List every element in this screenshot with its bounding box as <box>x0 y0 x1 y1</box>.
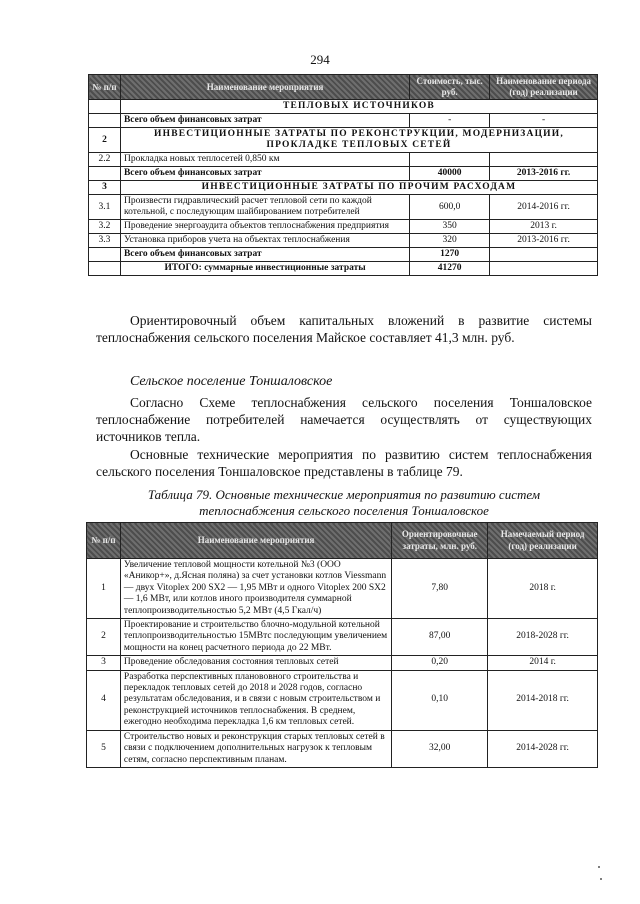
table1-header-cost: Стоимость, тыс. руб. <box>410 75 490 100</box>
table2-header-name: Наименование мероприятия <box>120 523 391 559</box>
row-num: 2 <box>87 619 121 656</box>
table-row <box>89 128 598 153</box>
total-cost: 1270 <box>410 248 490 262</box>
row-period: 2014 г. <box>488 656 598 670</box>
row-name: Установка приборов учета на объектах теплоснабжения <box>120 234 409 248</box>
total-label: Всего объем финансовых затрат <box>120 114 409 128</box>
row-name: Разработка перспективных планововного строительства и перекладок тепловых сетей до 2018 и 2028 годов, согласно результатам обследования, и в связи с новым строительством и реконструкцией источников теплоснабжения. В среднем, ежегодно необходима перекладка 1,6 км тепловых сетей. <box>120 670 391 730</box>
table-row <box>89 181 598 195</box>
section-title: ИНВЕСТИЦИОННЫЕ ЗАТРАТЫ ПО ПРОЧИМ РАСХОДАМ <box>120 181 597 195</box>
table1-header-period: Наименование периода (год) реализации <box>490 75 598 100</box>
total-period: 2013-2016 гг. <box>490 167 598 181</box>
section-num: 3 <box>89 181 121 195</box>
row-period <box>490 153 598 167</box>
row-period: 2014-2018 гг. <box>488 670 598 730</box>
table2-header-period: Намечаемый период (год) реализации <box>488 523 598 559</box>
table-row <box>89 153 598 167</box>
table-row <box>89 262 598 276</box>
row-cost: 320 <box>410 234 490 248</box>
row-num: 3.1 <box>89 195 121 220</box>
grand-total-label: ИТОГО: суммарные инвестиционные затраты <box>120 262 409 276</box>
section-num: 2 <box>89 128 121 153</box>
row-num: 5 <box>87 730 121 767</box>
row-cost: 0,10 <box>392 670 488 730</box>
row-name: Проектирование и строительство блочно-модульной котельной теплопроизводительностью 15МВтс последующим увеличением мощности на конец расчетного периода до 22 МВт. <box>120 619 391 656</box>
total-period: - <box>490 114 598 128</box>
page-number: 294 <box>310 52 330 67</box>
table-row <box>87 619 598 656</box>
total-cost: - <box>410 114 490 128</box>
paragraph-measures: Основные технические мероприятия по развитию систем теплоснабжения сельского поселения Тоншаловское представлены в таблице 79. <box>96 447 592 479</box>
row-cost: 350 <box>410 220 490 234</box>
measures-table <box>86 522 598 768</box>
paragraph-scheme: Согласно Схеме теплоснабжения сельского поселения Тоншаловское теплоснабжение потребителей намечается осуществлять от существующих источников тепла. <box>96 395 592 444</box>
row-num: 3.3 <box>89 234 121 248</box>
row-period: 2014-2028 гг. <box>488 730 598 767</box>
table-row <box>89 220 598 234</box>
row-cost: 7,80 <box>392 559 488 619</box>
row-cost: 600,0 <box>410 195 490 220</box>
row-period: 2014-2016 гг. <box>490 195 598 220</box>
total-label: Всего объем финансовых затрат <box>120 167 409 181</box>
row-cost: 0,20 <box>392 656 488 670</box>
table-row <box>87 730 598 767</box>
table-row <box>87 656 598 670</box>
row-num: 1 <box>87 559 121 619</box>
table2-header-num: № п/п <box>87 523 121 559</box>
table-row <box>89 234 598 248</box>
section-title: ИНВЕСТИЦИОННЫЕ ЗАТРАТЫ ПО РЕКОНСТРУКЦИИ, МОДЕРНИЗАЦИИ, ПРОКЛАДКЕ ТЕПЛОВЫХ СЕТЕЙ <box>120 128 597 153</box>
table2-header-row <box>87 523 598 559</box>
table-caption <box>96 487 592 519</box>
grand-total-cost: 41270 <box>410 262 490 276</box>
table1-header-num: № п/п <box>89 75 121 100</box>
table2-header-cost: Ориентировочные затраты, млн. руб. <box>392 523 488 559</box>
row-period: 2018-2028 гг. <box>488 619 598 656</box>
table-caption-line1: Таблица 79. Основные технические мероприятия по развитию систем <box>147 487 541 502</box>
table1-header-row <box>89 75 598 100</box>
row-num: 2.2 <box>89 153 121 167</box>
row-period: 2013 г. <box>490 220 598 234</box>
row-cost <box>410 153 490 167</box>
row-name: Произвести гидравлический расчет тепловой сети по каждой котельной, с последующим шайбированием потребителей <box>120 195 409 220</box>
table-row <box>87 670 598 730</box>
table-caption-line2: теплоснабжения сельского поселения Тоншаловское <box>199 503 489 518</box>
row-num: 3.2 <box>89 220 121 234</box>
section-title: ТЕПЛОВЫХ ИСТОЧНИКОВ <box>120 100 597 114</box>
table-row <box>87 559 598 619</box>
investment-table <box>88 74 598 276</box>
row-name: Строительство новых и реконструкция старых тепловых сетей в связи с подключением дополнительных нагрузок к тепловым сетям, согласно перспективным планам. <box>120 730 391 767</box>
table-row <box>89 167 598 181</box>
table-row <box>89 195 598 220</box>
row-period: 2018 г. <box>488 559 598 619</box>
table-row <box>89 114 598 128</box>
row-name: Проведение обследования состояния тепловых сетей <box>120 656 391 670</box>
row-period: 2013-2016 гг. <box>490 234 598 248</box>
table-row <box>89 100 598 114</box>
row-num: 3 <box>87 656 121 670</box>
total-cost: 40000 <box>410 167 490 181</box>
row-name: Проведение энергоаудита объектов теплоснабжения предприятия <box>120 220 409 234</box>
total-label: Всего объем финансовых затрат <box>120 248 409 262</box>
table-row <box>89 248 598 262</box>
row-name: Увеличение тепловой мощности котельной №3 (ООО «Аникор+», д.Ясная поляна) за счет установки котлов Viessmann — двух Vitoplex 200 SX2 — 1,95 МВт и одного Vitoplex 200 SX2 — 1,6 МВт, или котлов иного производителя суммарной теплопроизводительностью 5,2 МВт (4,5 Гкал/ч) <box>120 559 391 619</box>
row-name: Прокладка новых теплосетей 0,850 км <box>120 153 409 167</box>
scan-speck <box>600 878 602 880</box>
row-num: 4 <box>87 670 121 730</box>
paragraph-capital-investment: Ориентировочный объем капитальных вложений в развитие системы теплоснабжения сельского поселения Майское составляет 41,3 млн. руб. <box>96 313 592 345</box>
row-cost: 87,00 <box>392 619 488 656</box>
table1-header-name: Наименование мероприятия <box>120 75 409 100</box>
scan-speck <box>598 866 600 868</box>
row-cost: 32,00 <box>392 730 488 767</box>
section-heading: Сельское поселение Тоншаловское <box>130 374 333 389</box>
